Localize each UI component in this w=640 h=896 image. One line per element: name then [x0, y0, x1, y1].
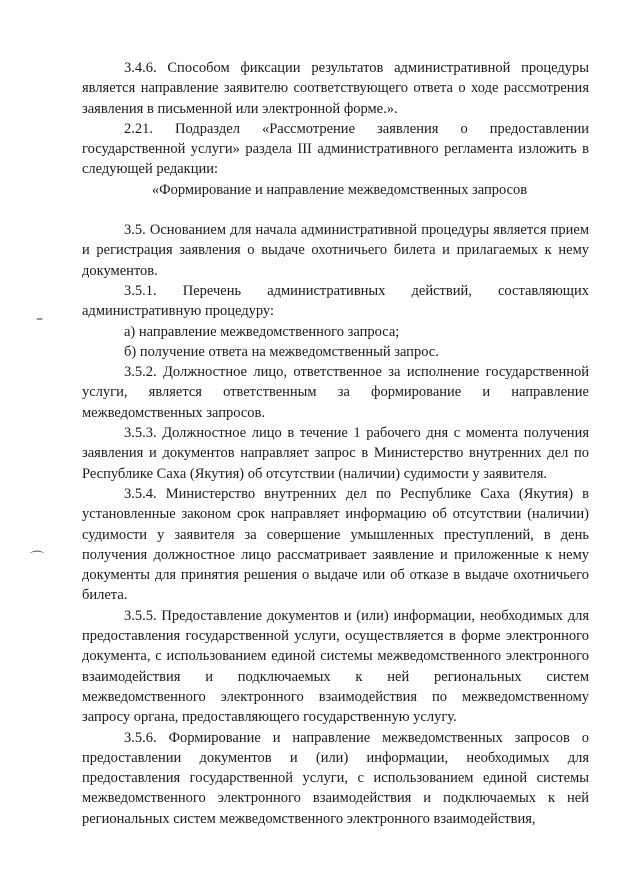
paragraph-3-4-6: 3.4.6. Способом фиксации результатов административной процедуры является направление заявителю соответствующего ответа о ходе рассмотрения заявления в письменной или электронной форме.».: [82, 60, 589, 117]
list-item-b: б) получение ответа на межведомственный запрос.: [124, 343, 439, 360]
list-item-a: а) направление межведомственного запроса;: [124, 323, 400, 340]
margin-dash-mark: –: [36, 311, 43, 327]
paragraph-3-5-1: 3.5.1. Перечень административных действий, составляющих административную процедуру:: [82, 282, 589, 320]
document-body: [82, 58, 589, 829]
paragraph-3-5-4: 3.5.4. Министерство внутренних дел по Республике Саха (Якутия) в установленные законом срок направляет информацию об отсутствии (наличии) судимости у заявителя за совершение умышленных преступлений, в день получения должностное лицо рассматривает заявление и приложенные к нему документы для принятия решения о выдаче или об отказе в выдаче охотничьего билета.: [82, 485, 589, 604]
section-heading: «Формирование и направление межведомственных запросов: [151, 181, 528, 198]
paragraph-3-5-2: 3.5.2. Должностное лицо, ответственное за исполнение государственной услуги, является ответственным за формирование и направление межведомственных запросов.: [82, 364, 589, 421]
paragraph-3-5-6: 3.5.6. Формирование и направление межведомственных запросов о предоставлении документов и (или) информации, необходимых для предоставления государственной услуги, с использованием единой системы межведомственного электронного взаимодействия и подключаемых к ней региональных систем межведомственного электронного взаимодействия,: [82, 729, 589, 827]
paragraph-3-5: 3.5. Основанием для начала административной процедуры является прием и регистрация заявления о выдаче охотничьего билета и прилагаемых к нему документов.: [82, 222, 589, 279]
paragraph-2-21: 2.21. Подраздел «Рассмотрение заявления о предоставлении государственной услуги» раздела III административного регламента изложить в следующей редакции:: [82, 120, 589, 178]
heading-spacer: [82, 200, 589, 220]
paragraph-3-5-3: 3.5.3. Должностное лицо в течение 1 рабочего дня с момента получения заявления и документов направляет запрос в Министерство внутренних дел по Республике Саха (Якутия) об отсутствии (наличии) судимости у заявителя.: [82, 425, 589, 482]
margin-curve-mark: ⌒: [30, 551, 44, 567]
paragraph-3-5-5: 3.5.5. Предоставление документов и (или) информации, необходимых для предоставления государственной услуги, осуществляется в форме электронного документа, с использованием единой системы межведомственного электронного взаимодействия и подключаемых к ней региональных систем межведомственного электронного взаимодействия по межведомственному запросу органа, предоставляющего государственную услугу.: [82, 607, 589, 726]
